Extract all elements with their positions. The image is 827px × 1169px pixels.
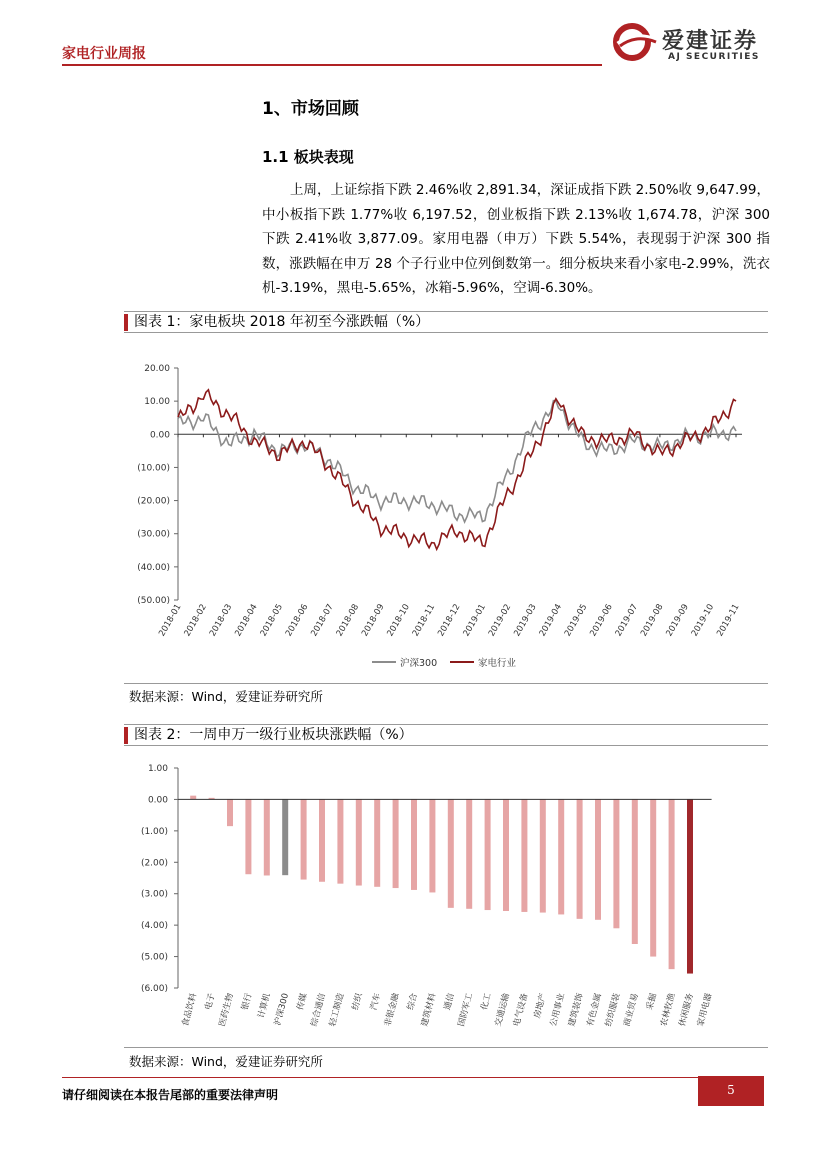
x-tick-label: 纺织服装 [603,992,623,1028]
x-tick-label: 房地产 [532,992,549,1020]
figure2-bar-chart [124,750,768,1050]
x-tick-label: 2018-11 [410,602,438,639]
company-logo [612,22,772,66]
x-tick-label: 有色金属 [585,992,604,1028]
bar [595,799,601,919]
bar [521,799,527,912]
figure2-caption: 图表 2：一周申万一级行业板块涨跌幅（%） [134,727,413,743]
x-tick-label: 2018-06 [283,602,311,639]
x-tick-label: 食品饮料 [180,992,200,1028]
y-tick-label: (30.00) [137,529,170,540]
bar [503,799,509,911]
x-tick-label: 2018-07 [309,602,336,639]
y-tick-label: (20.00) [137,496,170,507]
x-tick-label: 2019-07 [613,602,641,639]
y-tick-label: (2.00) [140,858,168,869]
market-review-paragraph: 上周，上证综指下跌 2.46%收 2,891.34，深证成指下跌 2.50%收 9,647.99，中小板指下跌 1.77%收 6,197.52，创业板指下跌 2.13%收 1,674.78，沪深 300 下跌 2.41%收 3,877.09。家用电器（申万）下跌 5.54%，表现弱于沪深 300 指数，涨跌幅在申万 28 个子行业中位列倒数第一。细分板块来看小家电-2.99%，洗衣机-3.19%，黑电-5.65%，冰箱-5.96%，空调-6.30%。 [262,182,770,296]
x-tick-label: 电气设备 [511,992,531,1028]
figure1-source: 数据来源：Wind，爱建证券研究所 [129,689,323,704]
caption-marker [124,314,128,331]
x-tick-label: 商业贸易 [622,992,641,1028]
x-tick-label: 综合通信 [309,992,328,1028]
bar [669,799,675,969]
y-tick-label: 1.00 [147,764,168,774]
y-tick-label: (10.00) [137,463,170,474]
bar [558,799,564,914]
bar [687,799,693,973]
y-tick-label: 0.00 [149,430,170,441]
y-tick-label: (40.00) [137,562,170,573]
bar [337,799,343,883]
bar [282,799,288,875]
y-tick-label: 10.00 [144,397,170,408]
x-tick-label: 化工 [479,992,494,1012]
x-tick-label: 2019-04 [537,602,565,639]
x-tick-label: 医药生物 [217,992,236,1028]
x-tick-label: 汽车 [369,992,384,1012]
x-tick-label: 2019-11 [715,602,742,639]
x-tick-label: 农林牧渔 [659,992,678,1028]
bar [540,799,546,912]
bar [466,799,472,908]
bar [650,799,656,956]
bar [393,799,399,888]
x-tick-label: 2019-08 [639,602,666,639]
figure2-source: 数据来源：Wind，爱建证券研究所 [129,1054,323,1069]
x-tick-label: 2019-01 [461,602,488,639]
y-tick-label: (1.00) [140,826,168,837]
x-tick-label: 2019-09 [664,602,691,639]
y-tick-label: 20.00 [144,364,170,374]
x-tick-label: 交通运输 [493,992,512,1028]
x-tick-label: 家用电器 [695,992,715,1028]
y-tick-label: 0.00 [147,795,168,806]
x-tick-label: 沪深300 [272,992,292,1027]
report-title: 家电行业周报 [62,46,146,62]
logo-mark-icon [612,22,658,62]
bar [301,799,307,879]
series-line [178,390,736,550]
x-tick-label: 非银金融 [383,992,402,1028]
page-number: 5 [698,1076,764,1106]
x-tick-label: 休闲服务 [677,992,696,1028]
figure1-line-chart [124,340,768,680]
bar [264,799,270,875]
legend-label: 沪深300 [400,658,438,669]
bar [632,799,638,944]
bar [190,796,196,800]
y-tick-label: (5.00) [140,952,168,963]
x-tick-label: 2018-05 [258,602,286,639]
bar [374,799,380,886]
x-tick-label: 综合 [405,992,420,1012]
caption-marker [124,727,128,744]
footer-divider [62,1077,698,1078]
x-tick-label: 2018-01 [157,602,184,639]
x-tick-label: 建筑装饰 [567,992,586,1028]
bar [227,799,233,826]
x-tick-label: 计算机 [256,992,273,1020]
x-tick-label: 2018-12 [436,602,463,639]
figure2-caption-bar [124,724,768,746]
subsection-heading: 1.1 板块表现 [262,148,354,166]
bar [245,799,251,874]
section-heading: 1、市场回顾 [262,99,359,119]
x-tick-label: 2018-08 [334,602,362,639]
figure1-caption: 图表 1：家电板块 2018 年初至今涨跌幅（%） [134,314,430,330]
x-tick-label: 通信 [442,992,457,1012]
y-tick-label: (3.00) [140,889,168,900]
bar [613,799,619,928]
x-tick-label: 2019-03 [512,602,539,639]
figure1-source-divider [124,683,768,684]
y-tick-label: (6.00) [140,984,168,994]
bar [429,799,435,892]
x-tick-label: 2018-04 [233,602,260,639]
legal-disclaimer: 请仔细阅读在本报告尾部的重要法律声明 [62,1088,279,1102]
x-tick-label: 2019-06 [588,602,615,639]
x-tick-label: 2019-10 [689,602,717,639]
logo-en-text: AJ SECURITIES [668,52,760,62]
x-tick-label: 2019-05 [562,602,590,639]
x-tick-label: 银行 [240,992,255,1012]
x-tick-label: 轻工制造 [327,992,347,1028]
x-tick-label: 电子 [203,992,218,1012]
header-divider [62,64,602,66]
x-tick-label: 2018-02 [182,602,209,639]
x-tick-label: 2018-03 [207,602,235,639]
x-tick-label: 建筑材料 [419,992,439,1028]
figure2-source-divider [124,1047,768,1048]
bar [448,799,454,907]
legend-label: 家电行业 [478,658,517,669]
series-line [178,401,736,522]
x-tick-label: 国防军工 [456,992,476,1028]
bar [411,799,417,890]
x-tick-label: 2018-09 [360,602,387,639]
logo-cn-text: 爱建证券 [662,29,759,54]
bar [356,799,362,885]
x-tick-label: 传媒 [295,992,310,1012]
x-tick-label: 2018-10 [385,602,412,639]
y-tick-label: (50.00) [137,596,170,606]
y-tick-label: (4.00) [140,921,168,932]
x-tick-label: 采掘 [645,992,660,1012]
figure1-caption-bar [124,311,768,333]
bar [319,799,325,881]
bar [485,799,491,910]
x-tick-label: 2019-02 [486,602,514,639]
bar [577,799,583,918]
x-tick-label: 纺织 [350,992,365,1012]
x-tick-label: 公用事业 [548,992,568,1028]
